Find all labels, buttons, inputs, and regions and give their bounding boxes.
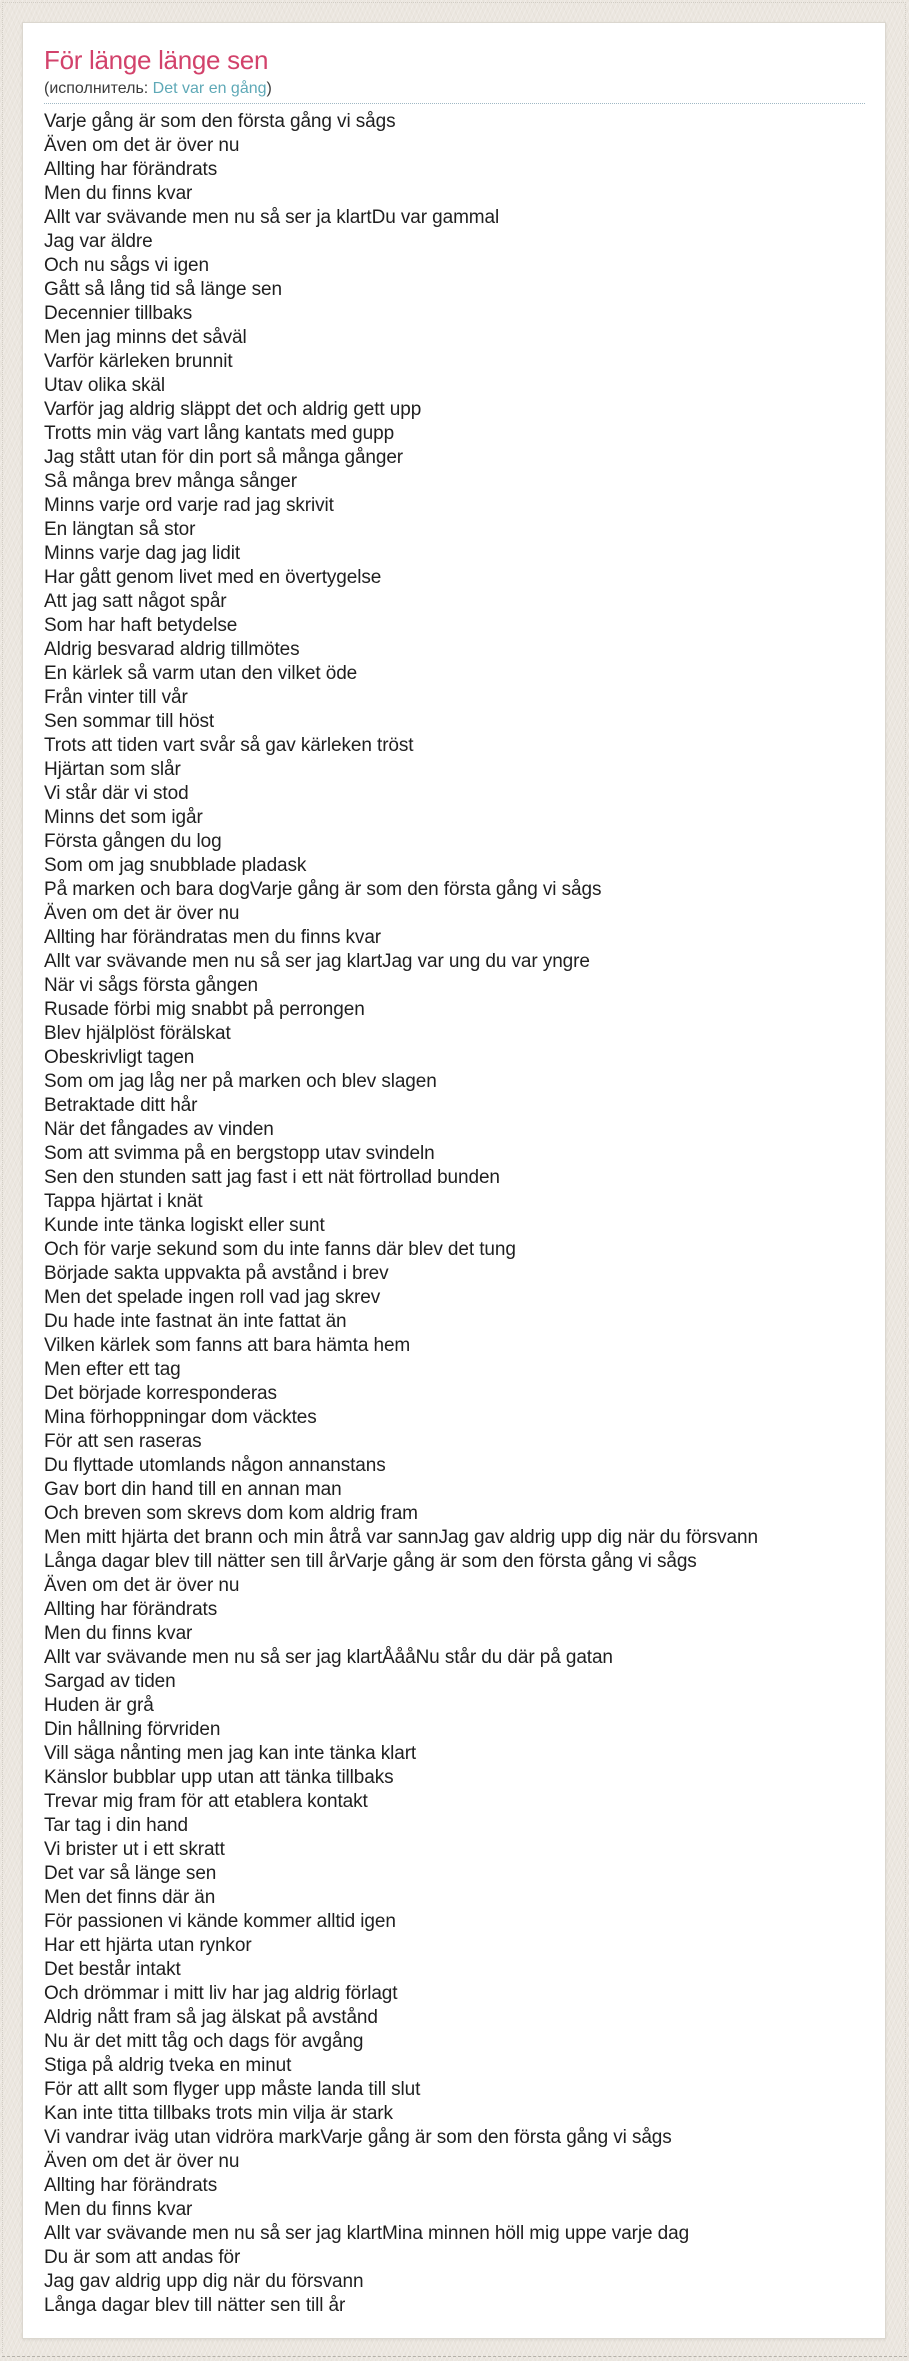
lyric-line: Men du finns kvar <box>44 183 193 204</box>
lyric-line: Det består intakt <box>44 1959 181 1980</box>
lyric-line: Du hade inte fastnat än inte fattat än <box>44 1311 347 1332</box>
lyric-line: Men det spelade ingen roll vad jag skrev <box>44 1287 381 1308</box>
lyric-line: Vi står där vi stod <box>44 783 189 804</box>
lyric-line: Varje gång är som den första gång vi sågs <box>44 111 396 132</box>
lyric-line: Minns det som igår <box>44 807 203 828</box>
lyric-line: Vi vandrar iväg utan vidröra markVarje gång är som den första gång vi sågs <box>44 2127 672 2148</box>
lyric-line: Gått så lång tid så länge sen <box>44 279 282 300</box>
lyric-line: Började sakta uppvakta på avstånd i brev <box>44 1263 389 1284</box>
lyric-line: Trots att tiden vart svår så gav kärleken tröst <box>44 735 414 756</box>
lyric-line: Har gått genom livet med en övertygelse <box>44 567 382 588</box>
lyric-line: Som om jag låg ner på marken och blev slagen <box>44 1071 437 1092</box>
lyric-line: Jag gav aldrig upp dig när du försvann <box>44 2271 364 2292</box>
lyric-line: Du flyttade utomlands någon annanstans <box>44 1455 386 1476</box>
lyric-line: Allt var svävande men nu så ser jag klartÅååNu står du där på gatan <box>44 1647 613 1668</box>
lyric-line: Hjärtan som slår <box>44 759 181 780</box>
lyric-line: Gav bort din hand till en annan man <box>44 1479 342 1500</box>
lyric-line: Kan inte titta tillbaks trots min vilja är stark <box>44 2103 393 2124</box>
lyric-line: Allting har förändrats <box>44 2175 218 2196</box>
lyric-line: För att sen raseras <box>44 1431 202 1452</box>
lyric-line: Vilken kärlek som fanns att bara hämta hem <box>44 1335 411 1356</box>
lyric-line: Jag var äldre <box>44 231 153 252</box>
lyric-line: Även om det är över nu <box>44 135 240 156</box>
lyric-line: Men du finns kvar <box>44 2199 193 2220</box>
lyric-line: Som har haft betydelse <box>44 615 238 636</box>
lyric-line: Aldrig nått fram så jag älskat på avstånd <box>44 2007 378 2028</box>
lyric-line: Tappa hjärtat i knät <box>44 1191 203 1212</box>
lyric-line: Allting har förändrats <box>44 1599 218 1620</box>
lyric-line: Det började korresponderas <box>44 1383 277 1404</box>
lyric-line: Och nu sågs vi igen <box>44 255 209 276</box>
lyric-line: Minns varje dag jag lidit <box>44 543 241 564</box>
lyric-line: För att allt som flyger upp måste landa till slut <box>44 2079 421 2100</box>
lyric-line: Långa dagar blev till nätter sen till år <box>44 2295 346 2316</box>
lyric-line: Decennier tillbaks <box>44 303 193 324</box>
lyric-line: Stiga på aldrig tveka en minut <box>44 2055 292 2076</box>
footer-dashed-line <box>2 2356 907 2357</box>
lyric-line: Varför kärleken brunnit <box>44 351 233 372</box>
lyric-line: Från vinter till vår <box>44 687 188 708</box>
artist-line <box>44 79 865 99</box>
lyric-line: Men det finns där än <box>44 1887 216 1908</box>
lyric-line: Men mitt hjärta det brann och min åtrå var sannJag gav aldrig upp dig när du försvann <box>44 1527 758 1548</box>
lyrics-text <box>44 110 865 2318</box>
lyric-line: Blev hjälplöst förälskat <box>44 1023 231 1044</box>
lyric-line: Huden är grå <box>44 1695 154 1716</box>
lyric-line: Varför jag aldrig släppt det och aldrig gett upp <box>44 399 422 420</box>
lyric-line: Men du finns kvar <box>44 1623 193 1644</box>
lyric-line: Rusade förbi mig snabbt på perrongen <box>44 999 365 1020</box>
lyric-line: Även om det är över nu <box>44 903 240 924</box>
lyric-line: Sen sommar till höst <box>44 711 215 732</box>
dotted-separator <box>44 99 865 104</box>
lyric-line: Men jag minns det såväl <box>44 327 247 348</box>
lyric-line: Allt var svävande men nu så ser ja klartDu var gammal <box>44 207 500 228</box>
artist-link[interactable]: Det var en gång <box>152 80 267 97</box>
lyric-line: Och för varje sekund som du inte fanns där blev det tung <box>44 1239 516 1260</box>
lyric-line: Trotts min väg vart lång kantats med gupp <box>44 423 395 444</box>
lyric-line: Att jag satt något spår <box>44 591 227 612</box>
lyric-line: Betraktade ditt hår <box>44 1095 198 1116</box>
lyric-line: Allting har förändrats <box>44 159 218 180</box>
lyric-line: För passionen vi kände kommer alltid igen <box>44 1911 396 1932</box>
lyric-line: En kärlek så varm utan den vilket öde <box>44 663 358 684</box>
lyric-line: Mina förhoppningar dom väcktes <box>44 1407 317 1428</box>
artist-label-suffix: ) <box>266 80 272 97</box>
lyric-line: Men efter ett tag <box>44 1359 181 1380</box>
lyric-line: Så många brev många sånger <box>44 471 298 492</box>
artist-label-prefix: (исполнитель: <box>44 80 153 97</box>
lyric-line: Även om det är över nu <box>44 1575 240 1596</box>
lyrics-card <box>22 22 886 2339</box>
lyric-line: Sen den stunden satt jag fast i ett nät förtrollad bunden <box>44 1167 500 1188</box>
lyric-line: Sargad av tiden <box>44 1671 176 1692</box>
lyric-line: Första gången du log <box>44 831 222 852</box>
lyric-line: Och breven som skrevs dom kom aldrig fram <box>44 1503 418 1524</box>
lyric-line: Allt var svävande men nu så ser jag klartMina minnen höll mig uppe varje dag <box>44 2223 690 2244</box>
lyric-line: Aldrig besvarad aldrig tillmötes <box>44 639 300 660</box>
lyric-line: Du är som att andas för <box>44 2247 241 2268</box>
lyric-line: Som att svimma på en bergstopp utav svindeln <box>44 1143 435 1164</box>
lyric-line: Obeskrivligt tagen <box>44 1047 195 1068</box>
lyric-line: Och drömmar i mitt liv har jag aldrig förlagt <box>44 1983 398 2004</box>
lyric-line: Allt var svävande men nu så ser jag klartJag var ung du var yngre <box>44 951 590 972</box>
lyric-line: Minns varje ord varje rad jag skrivit <box>44 495 334 516</box>
lyric-line: Utav olika skäl <box>44 375 165 396</box>
lyric-line: Din hållning förvriden <box>44 1719 221 1740</box>
lyric-line: Nu är det mitt tåg och dags för avgång <box>44 2031 364 2052</box>
lyric-line: Tar tag i din hand <box>44 1815 188 1836</box>
lyric-line: Allting har förändratas men du finns kvar <box>44 927 382 948</box>
lyric-line: Som om jag snubblade pladask <box>44 855 307 876</box>
lyric-line: På marken och bara dogVarje gång är som den första gång vi sågs <box>44 879 602 900</box>
lyric-line: Vill säga nånting men jag kan inte tänka klart <box>44 1743 417 1764</box>
lyric-line: Även om det är över nu <box>44 2151 240 2172</box>
lyric-line: Trevar mig fram för att etablera kontakt <box>44 1791 368 1812</box>
lyric-line: En längtan så stor <box>44 519 196 540</box>
lyric-line: Det var så länge sen <box>44 1863 217 1884</box>
lyric-line: När vi sågs första gången <box>44 975 259 996</box>
lyric-line: Jag stått utan för din port så många gånger <box>44 447 404 468</box>
lyric-line: Vi brister ut i ett skratt <box>44 1839 225 1860</box>
lyric-line: När det fångades av vinden <box>44 1119 274 1140</box>
lyric-line: Kunde inte tänka logiskt eller sunt <box>44 1215 325 1236</box>
song-title: För länge länge sen <box>44 45 269 75</box>
lyric-line: Känslor bubblar upp utan att tänka tillbaks <box>44 1767 394 1788</box>
lyric-line: Har ett hjärta utan rynkor <box>44 1935 252 1956</box>
lyric-line: Långa dagar blev till nätter sen till årVarje gång är som den första gång vi sågs <box>44 1551 697 1572</box>
